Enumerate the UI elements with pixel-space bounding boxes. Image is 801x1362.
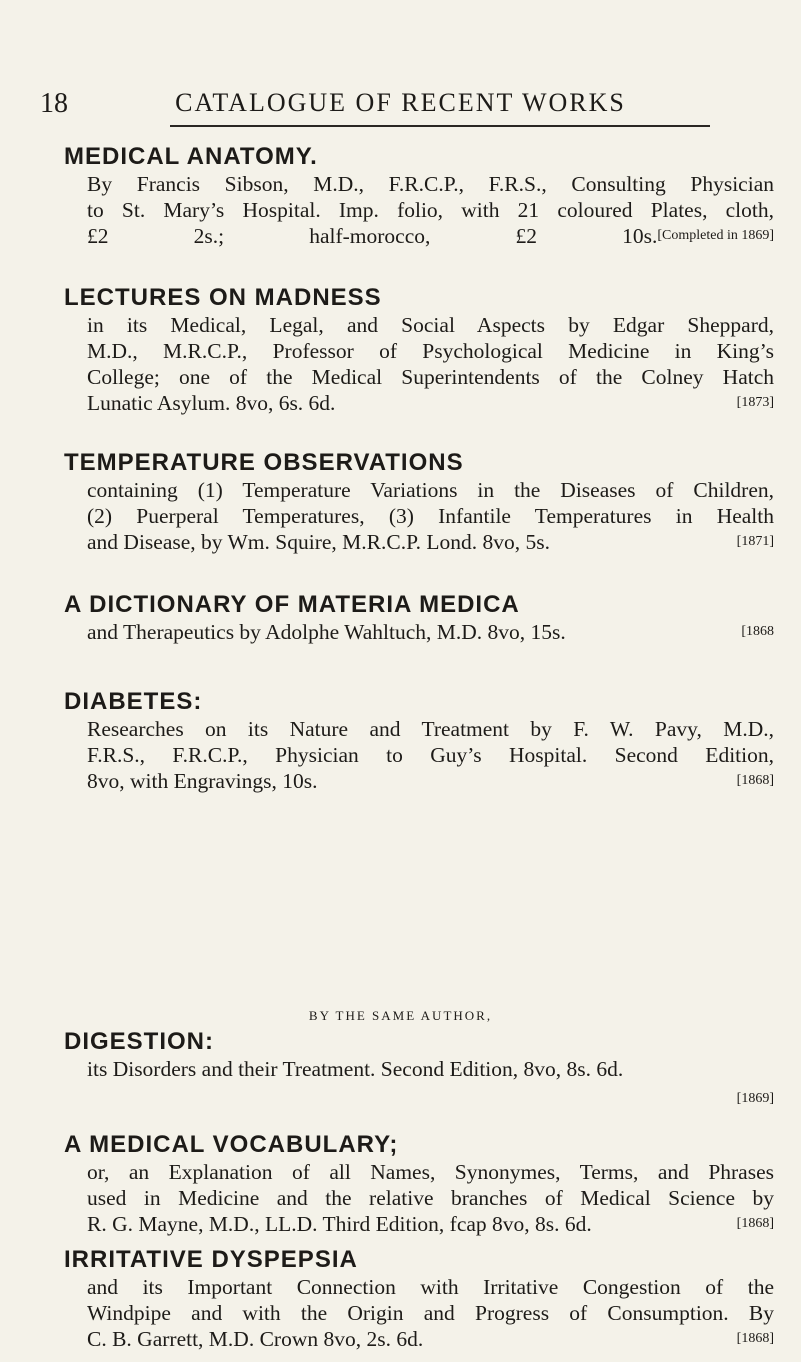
entry-date: [1873] xyxy=(736,395,774,410)
entry-line: College; one of the Medical Superintendents of the Colney Hatch xyxy=(87,365,774,389)
entry-title: DIGESTION: xyxy=(64,1028,215,1055)
entry-line-with-date xyxy=(87,1211,774,1237)
entry-dictionary-materia-medica xyxy=(64,591,774,645)
entry-date: [Completed in 1869] xyxy=(657,228,774,243)
entry-line-with-date xyxy=(87,1326,774,1352)
entry-date-line xyxy=(87,1082,774,1112)
entry-date: [1869] xyxy=(736,1091,774,1106)
entry-line: 8vo, with Engravings, 10s. xyxy=(87,769,318,793)
entry-line-with-date xyxy=(87,619,774,645)
entry-title: TEMPERATURE OBSERVATIONS xyxy=(64,449,464,476)
running-title: CATALOGUE OF RECENT WORKS xyxy=(175,88,626,117)
entry-line: Researches on its Nature and Treatment by F. W. Pavy, M.D., xyxy=(87,717,774,741)
entry-title: DIABETES: xyxy=(64,688,203,715)
entry-date: [1868] xyxy=(736,1331,774,1346)
entry-date: [1871] xyxy=(736,534,774,549)
entry-line-with-date xyxy=(87,768,774,794)
entry-line: R. G. Mayne, M.D., LL.D. Third Edition, fcap 8vo, 8s. 6d. xyxy=(87,1212,592,1236)
entry-line: and Disease, by Wm. Squire, M.R.C.P. Lond. 8vo, 5s. xyxy=(87,530,551,554)
entry-body xyxy=(87,1056,774,1112)
entry-digestion xyxy=(64,1028,774,1112)
entry-date: [1868 xyxy=(741,624,774,639)
entry-body xyxy=(87,619,774,645)
entry-title: MEDICAL ANATOMY. xyxy=(64,143,318,170)
entry-line: in its Medical, Legal, and Social Aspects by Edgar Sheppard, xyxy=(87,313,774,337)
entry-line: its Disorders and their Treatment. Second Edition, 8vo, 8s. 6d. xyxy=(87,1057,624,1081)
entry-line: By Francis Sibson, M.D., F.R.C.P., F.R.S., Consulting Physician xyxy=(87,172,774,196)
entry-line: F.R.S., F.R.C.P., Physician to Guy’s Hospital. Second Edition, xyxy=(87,743,774,767)
entry-line: Lunatic Asylum. 8vo, 6s. 6d. xyxy=(87,391,336,415)
entry-diabetes xyxy=(64,688,774,794)
entry-lectures-on-madness xyxy=(64,284,774,416)
entry-body xyxy=(87,477,774,555)
entry-line: C. B. Garrett, M.D. Crown 8vo, 2s. 6d. xyxy=(87,1327,424,1351)
entry-body xyxy=(87,716,774,794)
entry-line-with-date xyxy=(87,390,774,416)
by-same-author-note: BY THE SAME AUTHOR, xyxy=(308,1008,493,1023)
entry-line: or, an Explanation of all Names, Synonymes, Terms, and Phrases xyxy=(87,1160,774,1184)
entry-title: IRRITATIVE DYSPEPSIA xyxy=(64,1246,358,1273)
entry-title: LECTURES ON MADNESS xyxy=(64,284,382,311)
entry-date: [1868] xyxy=(736,773,774,788)
entry-line: containing (1) Temperature Variations in the Diseases of Children, xyxy=(87,478,774,502)
entry-line: and Therapeutics by Adolphe Wahltuch, M.D. 8vo, 15s. xyxy=(87,620,566,644)
entry-title: A MEDICAL VOCABULARY; xyxy=(64,1131,399,1158)
entry-title: A DICTIONARY OF MATERIA MEDICA xyxy=(64,591,520,618)
entry-body xyxy=(87,171,774,249)
entry-line: Windpipe and with the Origin and Progress of Consumption. By xyxy=(87,1301,774,1325)
entry-line: £2 2s.; half-morocco, £2 10s. xyxy=(87,224,658,248)
entry-body xyxy=(87,1274,774,1352)
entry-date: [1868] xyxy=(736,1216,774,1231)
entry-irritative-dyspepsia xyxy=(64,1246,774,1352)
entry-body xyxy=(87,1159,774,1237)
header-rule xyxy=(170,125,710,127)
entry-line: to St. Mary’s Hospital. Imp. folio, with 21 coloured Plates, cloth, xyxy=(87,198,774,222)
entry-line: (2) Puerperal Temperatures, (3) Infantile Temperatures in Health xyxy=(87,504,774,528)
entry-temperature-observations xyxy=(64,449,774,555)
entry-line-with-date xyxy=(87,223,774,249)
entry-line: used in Medicine and the relative branches of Medical Science by xyxy=(87,1186,774,1210)
page-number: 18 xyxy=(40,88,68,119)
entry-medical-anatomy xyxy=(64,143,774,249)
entry-body xyxy=(87,312,774,416)
entry-line: M.D., M.R.C.P., Professor of Psychological Medicine in King’s xyxy=(87,339,774,363)
entry-line: and its Important Connection with Irritative Congestion of the xyxy=(87,1275,774,1299)
entry-medical-vocabulary xyxy=(64,1131,774,1237)
running-head xyxy=(0,60,801,119)
entry-line-with-date xyxy=(87,529,774,555)
